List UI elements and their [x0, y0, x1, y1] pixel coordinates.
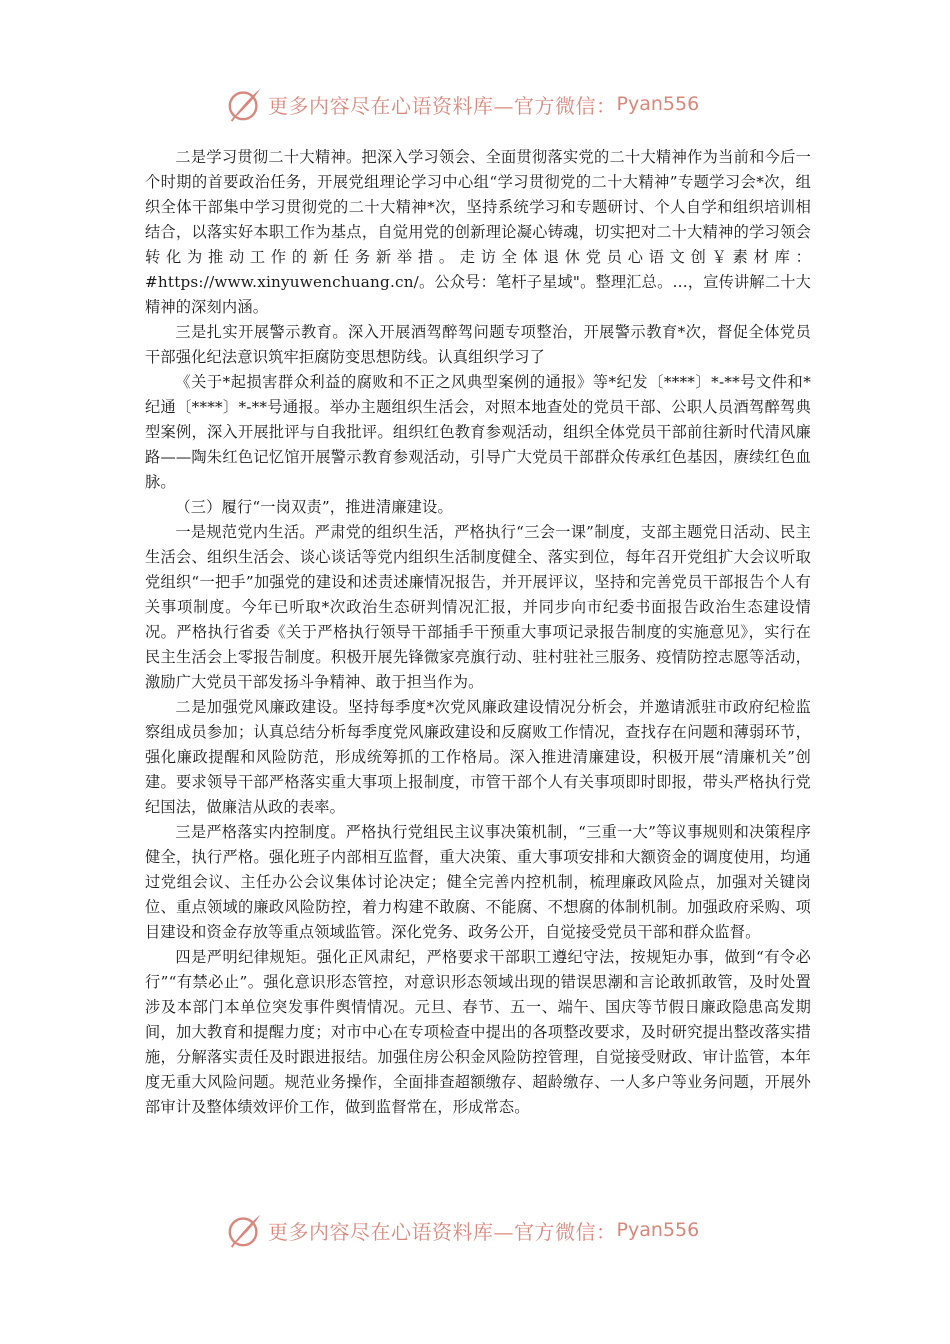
quill-logo-icon	[226, 1211, 264, 1249]
quill-logo-icon	[226, 85, 264, 123]
document-body	[145, 145, 811, 1120]
header-banner	[0, 84, 950, 124]
header-wechat-id: Pyan556	[616, 93, 700, 115]
header-banner-inner	[226, 84, 699, 124]
paragraph-warning-education: 三是扎实开展警示教育。深入开展酒驾醉驾问题专项整治，开展警示教育*次，督促全体党员干部强化纪法意识筑牢拒腐防变思想防线。认真组织学习了	[145, 323, 811, 366]
section-heading-one-post-two-duties: （三）履行“一岗双责”，推进清廉建设。	[175, 498, 453, 516]
paragraph-warning-education-cont: 《关于*起损害群众利益的腐败和不正之风典型案例的通报》等*纪发〔****〕*-**号文件和*纪通〔****〕*-**号通报。举办主题组织生活会，对照本地查处的党员干部、公职人员酒驾醉驾典型案例，深入开展批评与自我批评。组织红色教育参观活动，组织全体党员干部前往新时代清风廉路——陶朱红色记忆馆开展警示教育参观活动，引导广大党员干部群众传承红色基因，赓续红色血脉。	[145, 373, 811, 491]
footer-wechat-id: Pyan556	[616, 1219, 700, 1241]
paragraph-integrity-building: 二是加强党风廉政建设。坚持每季度*次党风廉政建设情况分析会，并邀请派驻市政府纪检监察组成员参加；认真总结分析每季度党风廉政建设和反腐败工作情况，查找存在问题和薄弱环节，强化廉政提醒和风险防范，形成统筹抓的工作格局。深入推进清廉建设，积极开展“清廉机关”创建。要求领导干部严格落实重大事项上报制度，市管干部个人有关事项即时即报，带头严格执行党纪国法，做廉洁从政的表率。	[145, 698, 811, 816]
header-banner-text: 更多内容尽在心语资料库—官方微信：	[268, 93, 617, 118]
footer-banner-inner	[226, 1210, 699, 1250]
paragraph-party-life: 一是规范党内生活。严肃党的组织生活，严格执行“三会一课”制度，支部主题党日活动、民主生活会、组织生活会、谈心谈话等党内组织生活制度健全、落实到位，每年召开党组扩大会议听取党组织“一把手”加强党的建设和述责述廉情况报告，并开展评议，坚持和完善党员干部报告个人有关事项制度。今年已听取*次政治生态研判情况汇报，并同步向市纪委书面报告政治生态建设情况。严格执行省委《关于严格执行领导干部插手干预重大事项记录报告制度的实施意见》，实行在民主生活会上零报告制度。积极开展先锋微家亮旗行动、驻村驻社三服务、疫情防控志愿等活动，激励广大党员干部发扬斗争精神、敢于担当作为。	[145, 523, 811, 691]
footer-banner-text: 更多内容尽在心语资料库—官方微信：	[268, 1219, 617, 1244]
paragraph-discipline-rules: 四是严明纪律规矩。强化正风肃纪，严格要求干部职工遵纪守法，按规矩办事，做到“有令必行”“有禁必止”。强化意识形态管控，对意识形态领域出现的错误思潮和言论敢抓敢管，及时处置涉及本部门本单位突发事件舆情情况。元旦、春节、五一、端午、国庆等节假日廉政隐患高发期间，加大教育和提醒力度；对市中心在专项检查中提出的各项整改要求，及时研究提出整改落实措施，分解落实责任及时跟进报结。加强住房公积金风险防控管理，自觉接受财政、审计监管，本年度无重大风险问题。规范业务操作，全面排查超额缴存、超龄缴存、一人多户等业务问题，开展外部审计及整体绩效评价工作，做到监督常在，形成常态。	[145, 948, 811, 1116]
footer-banner	[0, 1210, 950, 1250]
paragraph-study-20th-congress: 二是学习贯彻二十大精神。把深入学习领会、全面贯彻落实党的二十大精神作为当前和今后一个时期的首要政治任务，开展党组理论学习中心组“学习贯彻党的二十大精神”专题学习会*次，组织全体干部集中学习贯彻党的二十大精神*次，坚持系统学习和专题研讨、个人自学和组织培训相结合，以落实好本职工作为基点，自觉用党的创新理论凝心铸魂，切实把对二十大精神的学习领会转化为推动工作的新任务新举措。走访全体退休党员心语文创￥素材库：#https://www.xinyuwenchuang.cn/。公众号：笔杆子星域"。整理汇总。…，宣传讲解二十大精神的深刻内涵。	[145, 148, 811, 316]
paragraph-internal-control: 三是严格落实内控制度。严格执行党组民主议事决策机制，“三重一大”等议事规则和决策程序健全，执行严格。强化班子内部相互监督，重大决策、重大事项安排和大额资金的调度使用，均通过党组会议、主任办公会议集体讨论决定；健全完善内控机制，梳理廉政风险点，加强对关键岗位、重点领域的廉政风险防控，着力构建不敢腐、不能腐、不想腐的体制机制。加强政府采购、项目建设和资金存放等重点领域监管。深化党务、政务公开，自觉接受党员干部和群众监督。	[145, 823, 811, 941]
